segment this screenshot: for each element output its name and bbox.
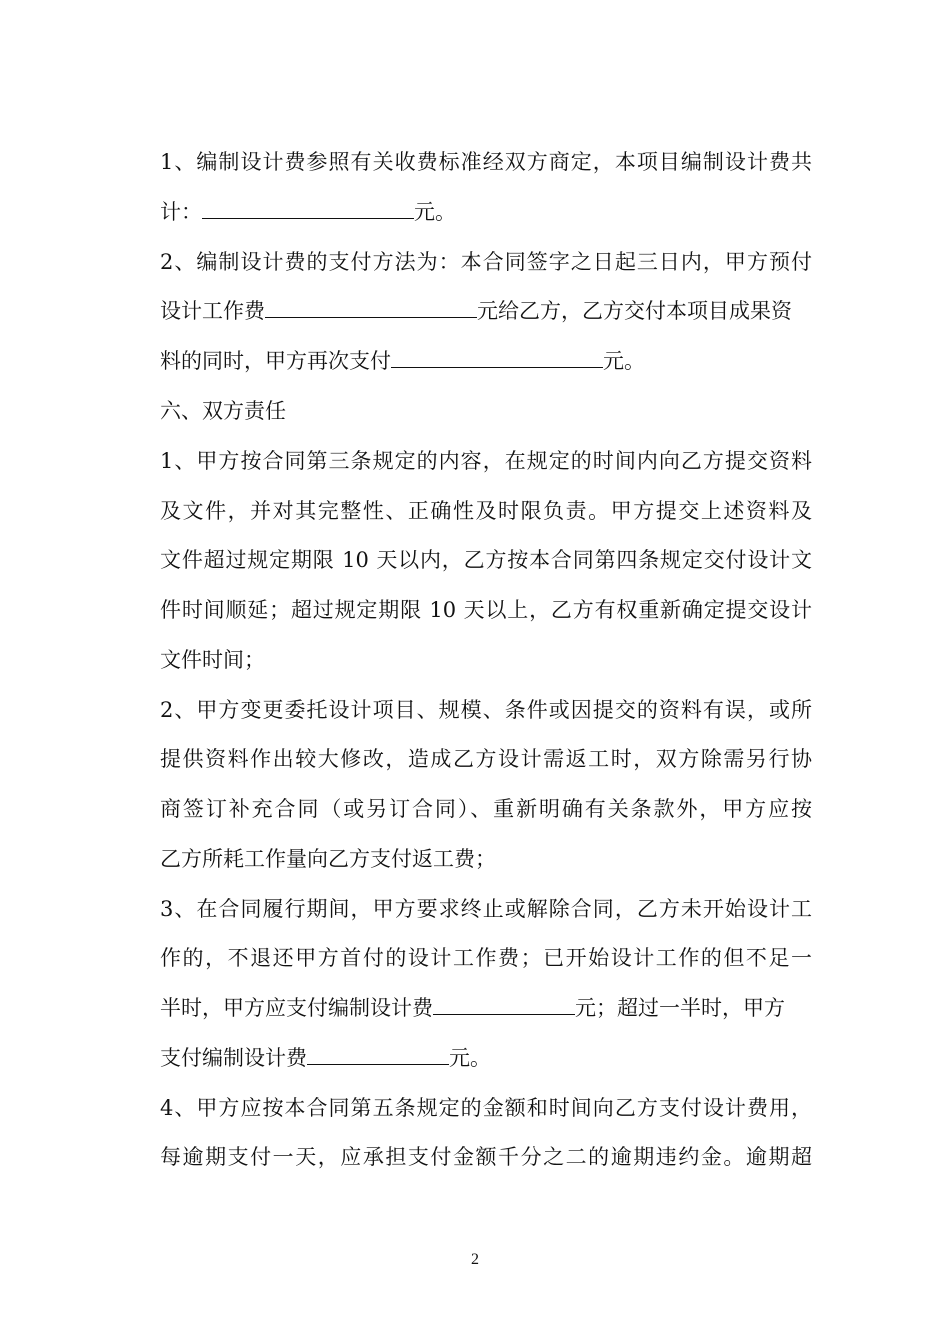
text-line xyxy=(160,297,812,325)
page-number: 2 xyxy=(471,1251,479,1268)
fill-in-blank xyxy=(433,994,575,1015)
text-line: 文件超过规定期限 10 天以内，乙方按本合同第四条规定交付设计文 xyxy=(160,548,812,572)
text-segment: 设计工作费 xyxy=(160,299,265,323)
text-line xyxy=(160,994,812,1022)
text-segment: 支付编制设计费 xyxy=(160,1046,307,1070)
text-line xyxy=(160,198,812,226)
fill-in-blank xyxy=(307,1044,449,1065)
text-line: 每逾期支付一天，应承担支付金额千分之二的逾期违约金。逾期超 xyxy=(160,1145,812,1169)
text-line: 提供资料作出较大修改，造成乙方设计需返工时，双方除需另行协 xyxy=(160,747,812,771)
text-line: 商签订补充合同（或另订合同）、重新明确有关条款外，甲方应按 xyxy=(160,797,812,821)
fill-in-blank xyxy=(391,347,603,368)
section-heading: 六、双方责任 xyxy=(160,399,286,423)
text-segment: 半时，甲方应支付编制设计费 xyxy=(160,996,433,1020)
text-line: 乙方所耗工作量向乙方支付返工费； xyxy=(160,847,496,871)
text-line: 2、甲方变更委托设计项目、规模、条件或因提交的资料有误，或所 xyxy=(160,698,812,722)
text-line: 1、甲方按合同第三条规定的内容，在规定的时间内向乙方提交资料 xyxy=(160,449,812,473)
text-segment: 元；超过一半时，甲方 xyxy=(575,996,785,1020)
text-line: 1、编制设计费参照有关收费标准经双方商定，本项目编制设计费共 xyxy=(160,150,812,174)
text-segment: 计： xyxy=(160,200,202,224)
text-line: 2、编制设计费的支付方法为：本合同签字之日起三日内，甲方预付 xyxy=(160,250,812,274)
text-segment: 元。 xyxy=(414,200,456,224)
text-line: 件时间顺延；超过规定期限 10 天以上，乙方有权重新确定提交设计 xyxy=(160,598,812,622)
fill-in-blank xyxy=(265,297,477,318)
text-segment: 元给乙方，乙方交付本项目成果资 xyxy=(477,299,792,323)
text-segment: 元。 xyxy=(603,349,645,373)
text-line xyxy=(160,1044,812,1072)
text-line: 及文件，并对其完整性、正确性及时限负责。甲方提交上述资料及 xyxy=(160,499,812,523)
text-line: 文件时间； xyxy=(160,648,265,672)
text-line: 3、在合同履行期间，甲方要求终止或解除合同，乙方未开始设计工 xyxy=(160,897,812,921)
text-line xyxy=(160,347,812,375)
fill-in-blank xyxy=(202,198,414,219)
text-line: 作的，不退还甲方首付的设计工作费；已开始设计工作的但不足一 xyxy=(160,946,812,970)
text-segment: 料的同时，甲方再次支付 xyxy=(160,349,391,373)
text-line: 4、甲方应按本合同第五条规定的金额和时间向乙方支付设计费用， xyxy=(160,1096,812,1120)
text-segment: 元。 xyxy=(449,1046,491,1070)
